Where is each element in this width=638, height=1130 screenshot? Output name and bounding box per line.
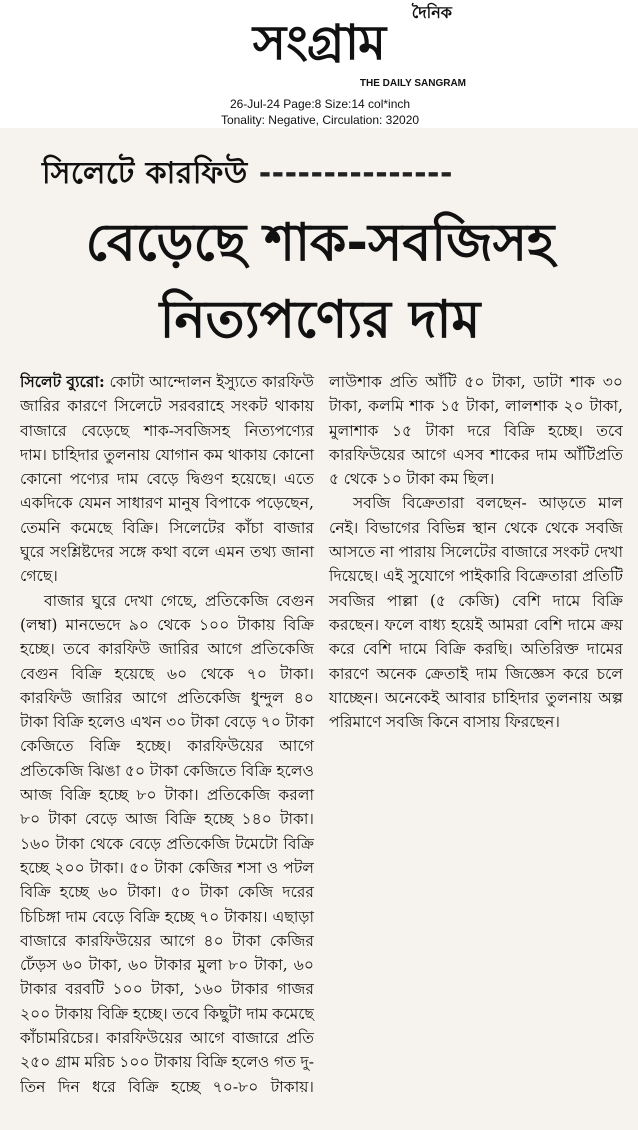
- masthead: [0, 0, 638, 128]
- paragraph-1: [20, 370, 314, 589]
- headline-line-2: নিত্যপণ্যের দাম: [159, 290, 481, 350]
- clipping-meta-tonality: Tonality: Negative, Circulation: 32020: [220, 113, 420, 127]
- byline: সিলেট ব্যুরো:: [20, 372, 105, 391]
- newspaper-logo: সংগ্রাম: [252, 15, 386, 71]
- kicker-dashes: ---------------: [258, 156, 453, 191]
- kicker: [42, 152, 453, 196]
- headline-line-1: বেড়েছে শাক-সবজিসহ: [85, 213, 555, 273]
- clipping-meta-date-page: 26-Jul-24 Page:8 Size:14 col*inch: [229, 97, 411, 111]
- newspaper-subtitle: THE DAILY SANGRAM: [359, 78, 466, 89]
- article-body: [20, 370, 623, 1115]
- kicker-text: সিলেটে কারফিউ: [42, 156, 248, 191]
- paragraph-1-text: কোটা আন্দোলন ইস্যুতে কারফিউ জারির কারণে সিলেটে সরবরাহে সংকট থাকায় বাজারে বেড়েছে শাক-সবজিসহ নিত্যপণ্যের দাম। চাহিদার তুলনায় যোগান কম থাকায় কোনো কোনো পণ্যের দাম বেড়ে দ্বিগুণ হয়েছে। এতে একদিকে যেমন সাধারণ মানুষ বিপাকে পড়েছেন, তেমনি কমেছে বিক্রি। সিলেটের কাঁচা বাজার ঘুরে সংশ্লিষ্টদের সঙ্গে কথা বলে এমন তথ্য জানা গেছে।: [20, 373, 314, 586]
- paragraph-2: বাজার ঘুরে দেখা গেছে, প্রতিকেজি বেগুন (লম্বা) মানভেদে ৯০ থেকে ১০০ টাকায় বিক্রি হচ্ছে। তবে কারফিউ জারির আগে প্রতিকেজি বেগুন বিক্রি হয়েছে ৬০ থেকে ৭০ টাকা। কারফিউ জারির আগে প্রতিকেজি ধুন্দুল ৪০ টাকা বিক্রি হলেও এখন ৩০ টাকা বেড়ে ৭০ টাকা কেজিতে বিক্রি হচ্ছে। কারফিউয়ের আগে প্রতিকেজি ঝিঙা ৫০ টাকা কেজিতে বিক্রি হলেও আজ বিক্রি হচ্ছে ৮০ টাকা। প্রতিকেজি করলা ৮০ টাকা বেড়ে আজ বিক্রি হচ্ছে ১৪০ টাকা। ১৬০ টাকা থেকে বেড়ে প্রতিকেজি টমেটো বিক্রি হচ্ছে ২০০ টাকা। ৫০ টাকা কেজির শসা ও পটল বিক্রি হচ্ছে ৬০ টাকা। ৫০ টাকা কেজি দরের চিচিঙ্গা দাম বেড়ে বিক্রি হচ্ছে ৭০ টাকায়। এছাড়া বাজারে কারফিউয়ের আগে ৪০ টাকা কেজির ঢেঁড়স ৬০ টাকা, ৬০ টাকার মুলা ৮০ টাকা, ৬০ টাকার বরবটি ১০০ টাকা, ১৬০ টাকার গাজর ২০০ টাকায় বিক্রি হচ্ছে। তবে কিছুটা দাম কমেছে কাঁচামরিচের। কারফিউয়ের আগে বাজারে প্রতি ২৫০ গ্রাম মরিচ ১০০ টাকায় বিক্রি হলেও গত দু-তিন দিন ধরে বিক্রি হচ্ছে ৭০-৮০ টাকায়। লাউশাক প্রতি আঁটি ৫০ টাকা, ডাটা শাক ৩০ টাকা, কলমি শাক ১৫ টাকা, লালশাক ২০ টাকা, মুলাশাক ১৫ টাকা দরে বিক্রি হচ্ছে। তবে কারফিউয়ের আগে এসব শাকের দাম আঁটিপ্রতি ৫ থেকে ১০ টাকা কম ছিল।: [20, 373, 623, 1096]
- paragraph-3: সবজি বিক্রেতারা বলছেন- আড়তে মাল নেই। বিভাগের বিভিন্ন স্থান থেকে থেকে সবজি আসতে না পারায় সিলেটের বাজারে সংকট দেখা দিয়েছে। এই সুযোগে পাইকারি বিক্রেতারা প্রতিটি সবজির পাল্লা (৫ কেজি) বেশি দামে বিক্রি করছেন। ফলে বাধ্য হয়েই আমরা বেশি দামে ক্রয় করে বেশি দামে বিক্রি করছি। অতিরিক্ত দামের কারণে অনেক ক্রেতাই দাম জিজ্ঞেস করে চলে যাচ্ছেন। অনেকেই আবার চাহিদার তুলনায় অল্প পরিমাণে সবজি কিনে বাসায় ফিরছেন।: [329, 494, 623, 732]
- masthead-dainik: দৈনিক: [411, 3, 452, 22]
